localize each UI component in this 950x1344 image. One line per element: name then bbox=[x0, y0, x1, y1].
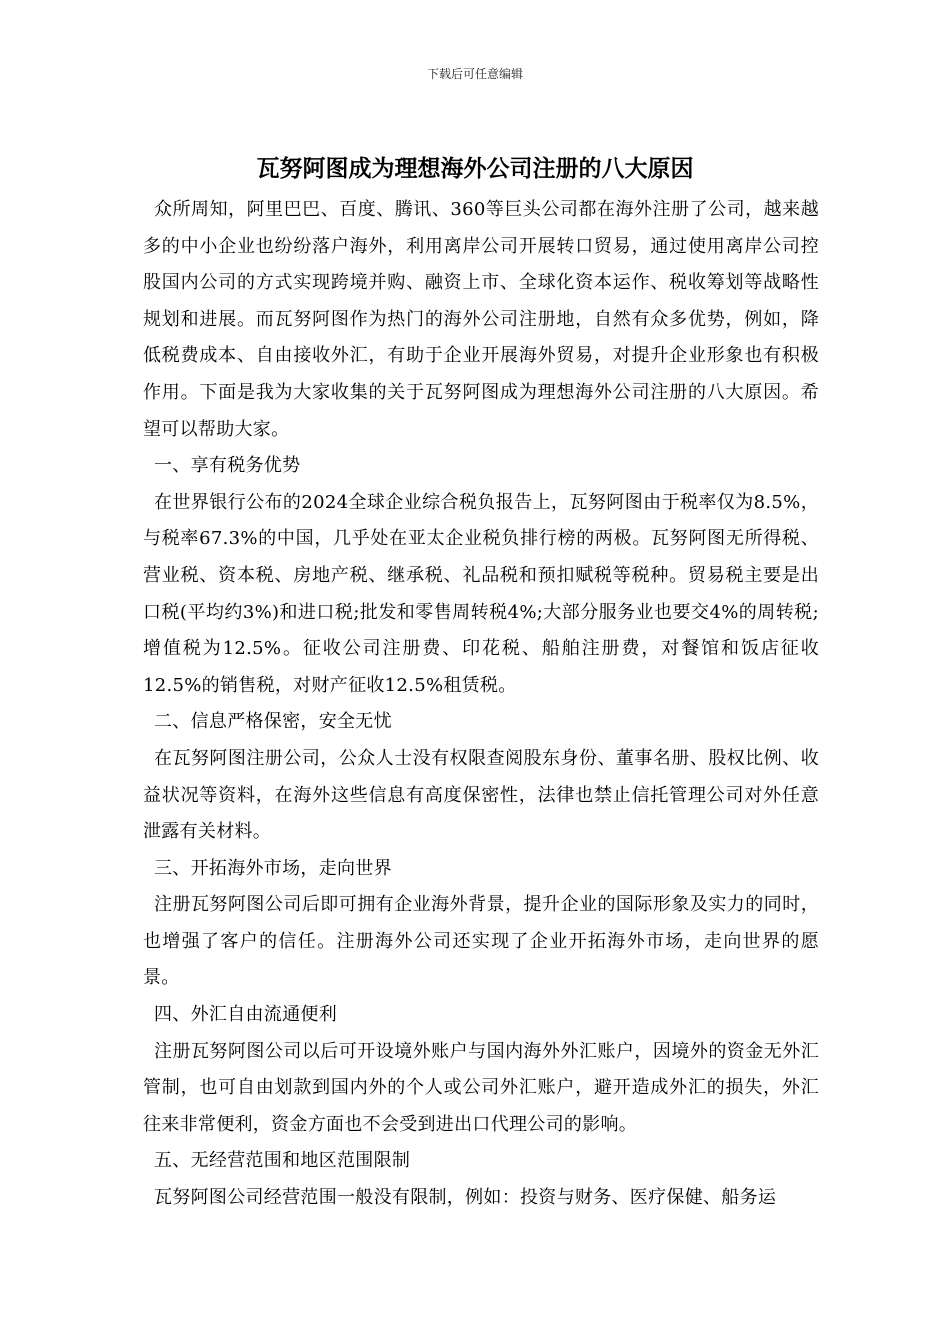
section-heading-3: 三、开拓海外市场，走向世界 bbox=[154, 857, 392, 879]
header-note: 下载后可任意编辑 bbox=[426, 67, 523, 81]
paragraph-forex: 注册瓦努阿图公司以后可开设境外账户与国内海外外汇账户，因境外的资金无外汇管制，也可自由划款到国内外的个人或公司外汇账户，避开造成外汇的损失，外汇往来非常便利，资金方面也不会受到进出口代理公司的影响。 bbox=[143, 1040, 819, 1135]
section-heading-5: 五、无经营范围和地区范围限制 bbox=[154, 1150, 411, 1172]
section-heading-2: 二、信息严格保密，安全无忧 bbox=[154, 711, 392, 733]
paragraph-tax: 在世界银行公布的2024全球企业综合税负报告上，瓦努阿图由于税率仅为8.5%，与税率67.3%的中国，几乎处在亚太企业税负排行榜的两极。瓦努阿图无所得税、营业税、资本税、房地产税、继承税、礼品税和预扣赋税等税种。贸易税主要是出口税(平均约3%)和进口税;批发和零售周转税4%;大部分服务业也要交4%的周转税;增值税为12.5%。征收公司注册费、印花税、船舶注册费，对餐馆和饭店征收12.5%的销售税，对财产征收12.5%租赁税。 bbox=[143, 491, 819, 696]
section-heading-1: 一、享有税务优势 bbox=[154, 455, 301, 477]
section-heading-4: 四、外汇自由流通便利 bbox=[154, 1004, 337, 1026]
paragraph-intro: 众所周知，阿里巴巴、百度、腾讯、360等巨头公司都在海外注册了公司，越来越多的中小企业也纷纷落户海外，利用离岸公司开展转口贸易，通过使用离岸公司控股国内公司的方式实现跨境并购、融资上市、全球化资本运作、税收筹划等战略性规划和进展。而瓦努阿图作为热门的海外公司注册地，自然有众多优势，例如，降低税费成本、自由接收外汇，有助于企业开展海外贸易，对提升企业形象也有积极作用。下面是我为大家收集的关于瓦努阿图成为理想海外公司注册的八大原因。希望可以帮助大家。 bbox=[143, 199, 819, 440]
document-body bbox=[143, 192, 819, 1217]
document-title: 瓦努阿图成为理想海外公司注册的八大原因 bbox=[256, 155, 694, 182]
paragraph-market: 注册瓦努阿图公司后即可拥有企业海外背景，提升企业的国际形象及实力的同时，也增强了客户的信任。注册海外公司还实现了企业开拓海外市场，走向世界的愿景。 bbox=[143, 894, 819, 989]
paragraph-scope: 瓦努阿图公司经营范围一般没有限制，例如：投资与财务、医疗保健、船务运 bbox=[154, 1187, 777, 1209]
paragraph-privacy: 在瓦努阿图注册公司，公众人士没有权限查阅股东身份、董事名册、股权比例、收益状况等资料，在海外这些信息有高度保密性，法律也禁止信托管理公司对外任意泄露有关材料。 bbox=[143, 747, 819, 843]
